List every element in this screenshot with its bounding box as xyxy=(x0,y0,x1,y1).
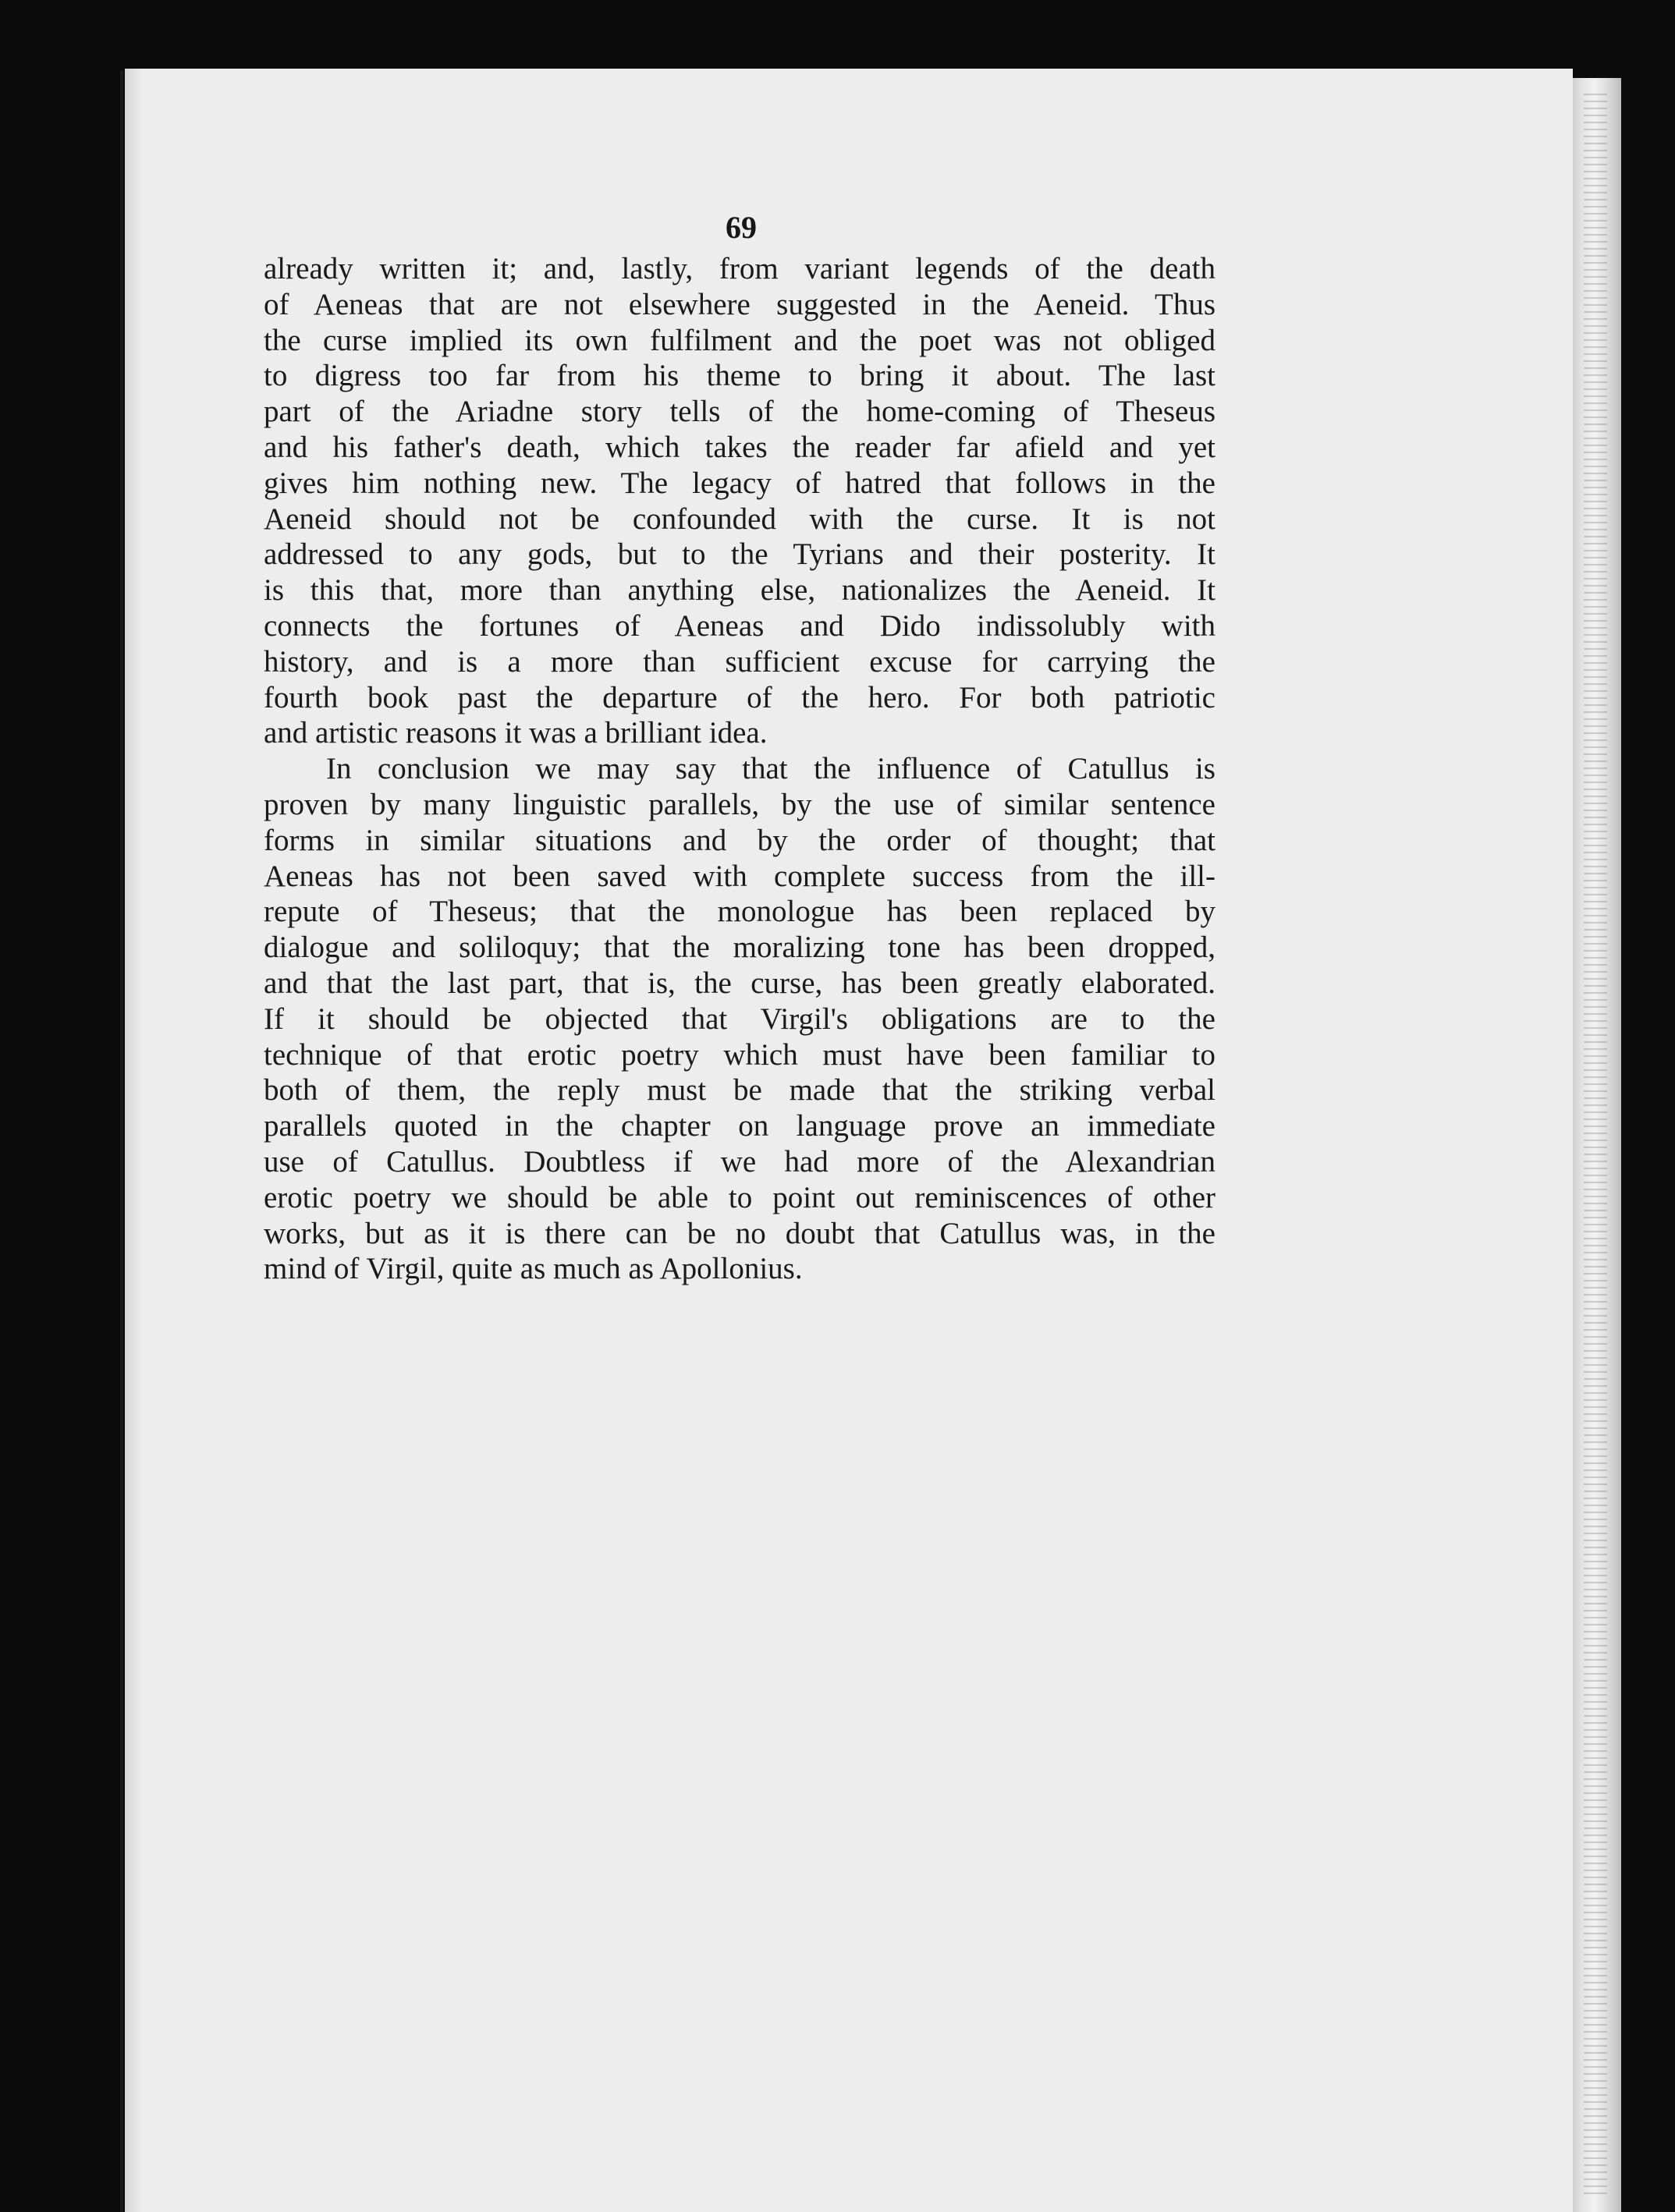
text-line: Aeneas has not been saved with complete success from the ill- xyxy=(264,859,1215,893)
text-line: to digress too far from his theme to bring it about. The last xyxy=(264,359,1215,393)
text-line: In conclusion we may say that the influence of Catullus is xyxy=(326,752,1215,786)
text-line: already written it; and, lastly, from variant legends of the death xyxy=(264,252,1215,285)
text-line: forms in similar situations and by the order of thought; that xyxy=(264,823,1215,857)
text-line: gives him nothing new. The legacy of hatred that follows in the xyxy=(264,466,1215,500)
body-text xyxy=(264,251,1215,1287)
text-line: the curse implied its own fulfilment and the poet was not obliged xyxy=(264,323,1215,357)
text-line: connects the fortunes of Aeneas and Dido indissolubly with xyxy=(264,608,1215,643)
text-line: mind of Virgil, quite as much as Apollonius. xyxy=(264,1252,803,1286)
text-line: history, and is a more than sufficient excuse for carrying the xyxy=(264,644,1215,679)
text-line: is this that, more than anything else, nationalizes the Aeneid. It xyxy=(264,573,1215,608)
text-line: use of Catullus. Doubtless if we had more of the Alexandrian xyxy=(264,1144,1215,1179)
text-line: fourth book past the departure of the hero. For both patriotic xyxy=(264,680,1215,714)
text-line: works, but as it is there can be no doubt that Catullus was, in the xyxy=(264,1216,1215,1250)
page-number: 69 xyxy=(726,210,757,245)
page-gutter-shadow xyxy=(125,69,142,2212)
text-line: If it should be objected that Virgil's obligations are to the xyxy=(264,1001,1215,1036)
text-line: both of them, the reply must be made that the striking verbal xyxy=(264,1073,1215,1108)
text-line: part of the Ariadne story tells of the home-coming of Theseus xyxy=(264,395,1215,429)
text-line: technique of that erotic poetry which must have been familiar to xyxy=(264,1037,1215,1072)
text-line: and his father's death, which takes the reader far afield and yet xyxy=(264,430,1215,464)
text-line: dialogue and soliloquy; that the moralizing tone has been dropped, xyxy=(264,931,1215,965)
text-line: addressed to any gods, but to the Tyrians and their posterity. It xyxy=(264,537,1215,572)
text-line: and artistic reasons it was a brilliant idea. xyxy=(264,716,768,750)
text-line: and that the last part, that is, the curse, has been greatly elaborated. xyxy=(264,966,1215,1000)
text-line: repute of Theseus; that the monologue has been replaced by xyxy=(264,895,1215,929)
text-line: Aeneid should not be confounded with the curse. It is not xyxy=(264,502,1215,536)
text-line: erotic poetry we should be able to point out reminiscences of other xyxy=(264,1180,1215,1214)
text-line: parallels quoted in the chapter on language prove an immediate xyxy=(264,1109,1215,1143)
binding-texture xyxy=(1584,94,1607,2200)
text-line: of Aeneas that are not elsewhere suggested in the Aeneid. Thus xyxy=(264,287,1215,321)
page-edge-rule xyxy=(120,70,123,2212)
text-line: proven by many linguistic parallels, by the use of similar sentence xyxy=(264,787,1215,821)
